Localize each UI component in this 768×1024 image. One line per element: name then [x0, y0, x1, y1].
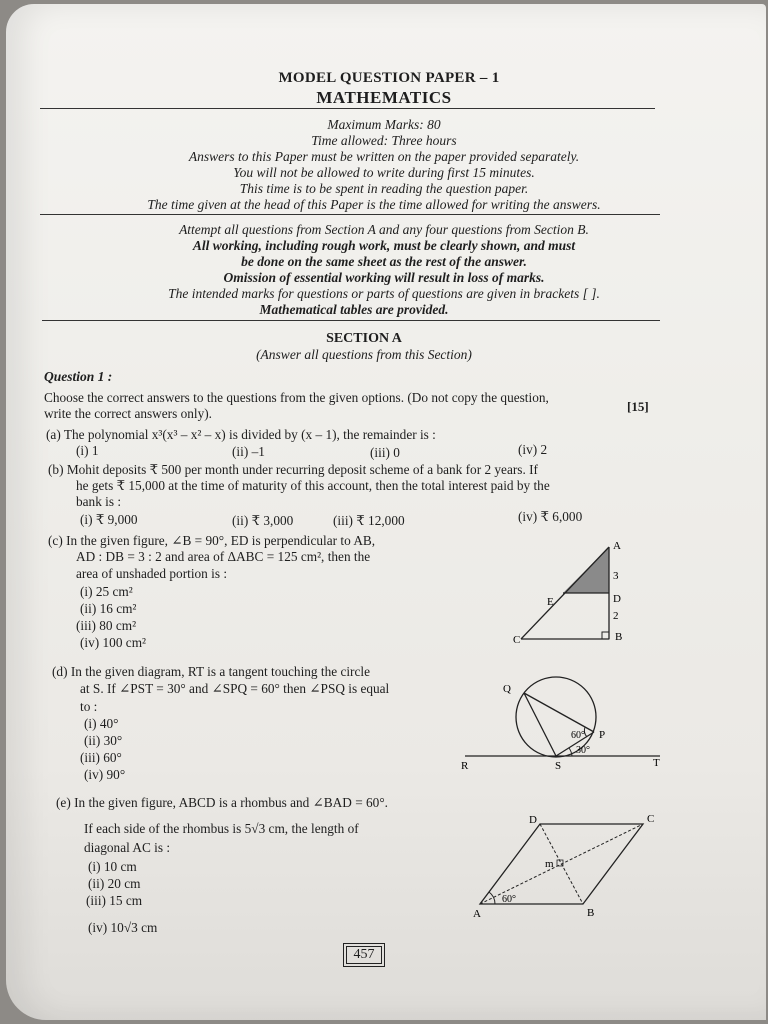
question-e-stem: diagonal AC is :	[84, 840, 171, 855]
option: (iv) 10√3 cm	[88, 920, 158, 935]
question-a-stem: (a) The polynomial x³(x³ – x² – x) is divided by (x – 1), the remainder is :	[46, 427, 436, 442]
label-p: P	[599, 729, 606, 741]
question-d-stem: at S. If ∠PST = 30° and ∠SPQ = 60° then ∠PSQ is equal	[80, 681, 390, 696]
divider	[40, 214, 660, 215]
label-m: m	[545, 858, 554, 870]
option: (ii) 20 cm	[88, 876, 141, 891]
question-marks: [15]	[627, 399, 649, 414]
question-intro: write the correct answers only).	[44, 406, 212, 421]
option: (i) 25 cm²	[80, 584, 133, 599]
attempt-instruction: Attempt all questions from Section A and any four questions from Section B.	[179, 222, 589, 237]
time-allowed: Time allowed: Three hours	[311, 133, 457, 148]
working-instruction: be done on the same sheet as the rest of the answer.	[241, 254, 527, 269]
angle-arc-60	[489, 892, 495, 904]
option: (ii) ₹ 3,000	[232, 513, 294, 528]
label-a: A	[473, 908, 481, 920]
option: (iii) 15 cm	[86, 893, 143, 908]
label-b: B	[615, 631, 623, 643]
divider	[42, 320, 660, 321]
option: (iv) 90°	[84, 767, 126, 782]
label-a: A	[613, 540, 621, 552]
omission-instruction: Omission of essential working will result in loss of marks.	[223, 270, 545, 285]
option: (iii) 0	[370, 445, 400, 460]
instruction-line: You will not be allowed to write during first 15 minutes.	[233, 165, 535, 180]
instruction-line: This time is to be spent in reading the question paper.	[239, 181, 529, 196]
question-b-stem: bank is :	[76, 494, 122, 509]
circle-tangent-figure	[455, 670, 675, 770]
question-c-stem: (c) In the given figure, ∠B = 90°, ED is perpendicular to AB,	[48, 533, 376, 548]
question-d-stem: to :	[80, 699, 98, 714]
subject-title: MATHEMATICS	[316, 88, 452, 107]
option: (i) 10 cm	[88, 859, 137, 874]
option: (ii) –1	[232, 444, 265, 459]
option: (iii) 80 cm²	[76, 618, 137, 633]
option: (i) ₹ 9,000	[80, 512, 138, 527]
question-b-stem: (b) Mohit deposits ₹ 500 per month under recurring deposit scheme of a bank for 2 years. If	[48, 462, 538, 477]
label-d: D	[613, 593, 621, 605]
label-q: Q	[503, 683, 511, 695]
option: (iii) 60°	[80, 750, 122, 765]
instruction-line: The time given at the head of this Paper is the time allowed for writing the answers.	[147, 197, 601, 212]
label-r: R	[461, 760, 469, 770]
option: (iii) ₹ 12,000	[333, 513, 405, 528]
option: (iv) 100 cm²	[80, 635, 147, 650]
question-b-stem: he gets ₹ 15,000 at the time of maturity of this account, then the total interest paid by the	[76, 478, 550, 493]
paper-title: MODEL QUESTION PAPER – 1	[278, 70, 500, 86]
angle-30-label: 30°	[576, 745, 590, 756]
section-subtitle: (Answer all questions from this Section)	[256, 347, 472, 362]
question-e-stem: If each side of the rhombus is 5√3 cm, the length of	[84, 821, 359, 836]
label-b: B	[587, 907, 595, 919]
label-t: T	[653, 757, 660, 769]
option: (iv) ₹ 6,000	[518, 509, 583, 524]
question-intro: Choose the correct answers to the questions from the given options. (Do not copy the question,	[44, 390, 549, 405]
question-d-stem: (d) In the given diagram, RT is a tangent touching the circle	[52, 664, 370, 679]
question-c-stem: area of unshaded portion is :	[76, 566, 228, 581]
label-d: D	[529, 814, 537, 826]
question-e-stem: (e) In the given figure, ABCD is a rhombus and ∠BAD = 60°.	[56, 795, 388, 810]
intended-marks-instruction: The intended marks for questions or parts of questions are given in brackets [ ].	[168, 286, 600, 301]
label-c: C	[513, 634, 521, 646]
option: (i) 1	[76, 443, 99, 458]
label-c: C	[647, 813, 655, 825]
working-instruction: All working, including rough work, must be clearly shown, and must	[192, 238, 576, 253]
divider	[40, 108, 655, 109]
instruction-line: Answers to this Paper must be written on the paper provided separately.	[188, 149, 580, 164]
option: (ii) 30°	[84, 733, 123, 748]
label-e: E	[547, 596, 554, 608]
angle-60-label: 60°	[502, 894, 516, 905]
option: (iv) 2	[518, 442, 548, 457]
tables-instruction: Mathematical tables are provided.	[259, 302, 449, 317]
page-number: 457	[343, 943, 385, 967]
option: (ii) 16 cm²	[80, 601, 137, 616]
max-marks: Maximum Marks: 80	[327, 117, 441, 132]
question-c-stem: AD : DB = 3 : 2 and area of ΔABC = 125 cm², then the	[76, 549, 371, 564]
option: (i) 40°	[84, 716, 119, 731]
ratio-3: 3	[613, 570, 619, 582]
rhombus-figure	[465, 812, 665, 922]
section-title: SECTION A	[326, 331, 402, 346]
label-s: S	[555, 760, 562, 770]
angle-60-label: 60°	[571, 730, 585, 741]
question-label: Question 1 :	[44, 369, 113, 384]
right-angle-mark	[602, 632, 609, 639]
triangle-figure	[505, 535, 645, 650]
ratio-2: 2	[613, 610, 619, 622]
